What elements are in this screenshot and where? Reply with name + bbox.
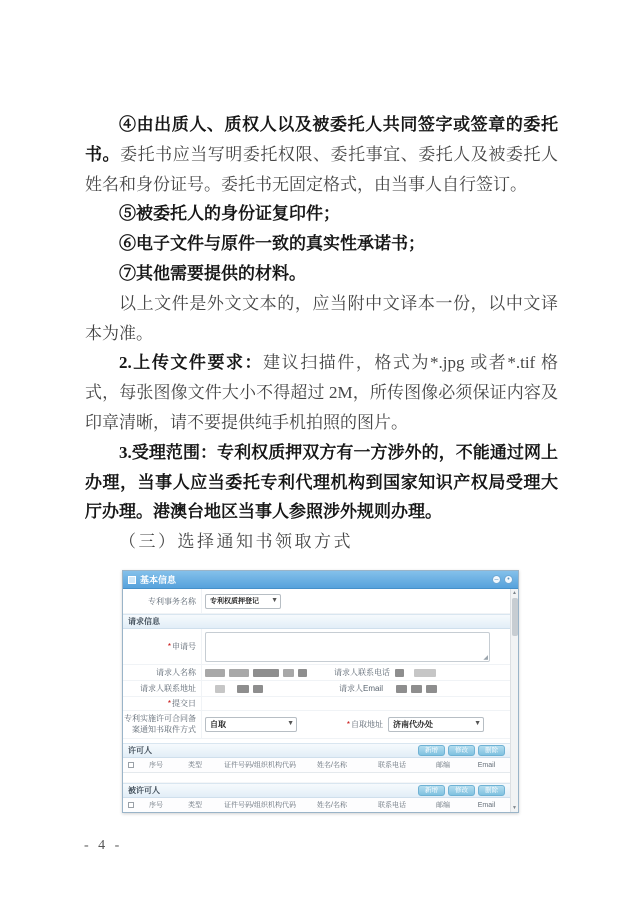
resize-handle-icon[interactable]: ◢ bbox=[483, 654, 488, 661]
delete-button[interactable]: 删除 bbox=[478, 745, 505, 756]
section-title: 许可人 bbox=[128, 746, 152, 755]
redacted-value bbox=[395, 669, 436, 677]
embedded-form-screenshot bbox=[122, 570, 519, 813]
notice-method-value-cell bbox=[201, 711, 300, 738]
matter-name-select[interactable] bbox=[205, 594, 281, 609]
scroll-thumb[interactable] bbox=[512, 598, 518, 636]
matter-name-value-cell bbox=[201, 589, 510, 613]
select-all-checkbox[interactable] bbox=[128, 802, 134, 808]
paragraph bbox=[85, 438, 558, 527]
column-header: 邮编 bbox=[436, 762, 450, 769]
section-request-info bbox=[123, 614, 510, 629]
paragraph-regular: 建议扫描件，格式为*.jpg 或者*.tif 格式，每张图像文件大小不得超过 2M，所传图像必须保证内容及印章清晰，请不要提供纯手机拍照的图片。 bbox=[85, 353, 559, 432]
column-header: 序号 bbox=[149, 762, 163, 769]
delete-button[interactable]: 删除 bbox=[478, 785, 505, 796]
requester-email-value bbox=[388, 681, 510, 696]
pickup-address-label: *自取地址 bbox=[346, 720, 383, 729]
column-header: 类型 bbox=[188, 762, 202, 769]
column-header: 邮编 bbox=[436, 802, 450, 809]
paragraph-bold: ⑦其他需要提供的材料。 bbox=[119, 263, 306, 283]
requester-address-label: 请求人联系地址 bbox=[140, 684, 196, 693]
requester-email-label: 请求人Email bbox=[338, 684, 383, 693]
paragraph-bold: ⑤被委托人的身份证复印件； bbox=[119, 204, 340, 224]
edit-button[interactable]: 修改 bbox=[448, 745, 475, 756]
column-header: 类型 bbox=[188, 802, 202, 809]
section-licensor bbox=[123, 743, 510, 758]
caret-down-icon: ▼ bbox=[271, 596, 278, 604]
add-button[interactable]: 新增 bbox=[418, 785, 445, 796]
paragraph bbox=[85, 259, 558, 289]
app-no-textarea[interactable] bbox=[205, 632, 490, 662]
select-all-checkbox-cell bbox=[123, 802, 139, 808]
notice-method-selected: 自取 bbox=[210, 720, 226, 729]
paragraph bbox=[85, 289, 558, 349]
pickup-address-selected: 济南代办处 bbox=[393, 720, 433, 729]
required-asterisk: * bbox=[167, 642, 171, 651]
column-header: Email bbox=[477, 761, 496, 769]
paragraph-regular: （三）选择通知书领取方式 bbox=[119, 532, 353, 552]
column-header: 证件号码/组织机构代码 bbox=[224, 762, 296, 769]
paragraph bbox=[85, 199, 558, 229]
matter-name-label: 专利事务名称 bbox=[148, 596, 196, 606]
column-header: 证件号码/组织机构代码 bbox=[224, 802, 296, 809]
app-no-row bbox=[123, 629, 510, 665]
scroll-up-icon[interactable]: ▲ bbox=[512, 590, 517, 596]
matter-name-selected: 专利权质押登记 bbox=[210, 598, 259, 605]
paragraph-bold: 3.受理范围：专利权质押双方有一方涉外的，不能通过网上办理，当事人应当委托专利代理机构到国家知识产权局受理大厅办理。港澳台地区当事人参照涉外规则办理。 bbox=[85, 442, 558, 522]
app-no-cell bbox=[201, 629, 510, 664]
caret-down-icon: ▼ bbox=[287, 720, 294, 727]
licensor-table-header bbox=[123, 758, 510, 773]
submit-date-value bbox=[201, 697, 510, 710]
requester-address-row bbox=[123, 681, 510, 697]
titlebar-box-icon bbox=[128, 576, 136, 584]
redacted-value bbox=[205, 685, 263, 693]
column-header: 联系电话 bbox=[378, 802, 406, 809]
paragraph-bold: 2.上传文件要求： bbox=[119, 353, 264, 373]
column-header: 姓名/名称 bbox=[317, 762, 347, 769]
add-button[interactable]: 新增 bbox=[418, 745, 445, 756]
required-asterisk: * bbox=[167, 699, 171, 708]
notice-method-row bbox=[123, 711, 510, 739]
select-all-checkbox-cell bbox=[123, 762, 139, 768]
section-title: 被许可人 bbox=[128, 786, 160, 795]
redacted-value bbox=[205, 669, 307, 677]
licensee-table-header bbox=[123, 798, 510, 812]
form-title: 基本信息 bbox=[140, 575, 177, 585]
scrollbar[interactable] bbox=[510, 589, 518, 812]
column-header: Email bbox=[477, 801, 496, 809]
submit-date-row bbox=[123, 697, 510, 711]
column-header: 联系电话 bbox=[378, 762, 406, 769]
select-all-checkbox[interactable] bbox=[128, 762, 134, 768]
paragraph bbox=[85, 229, 558, 259]
app-no-label: *申请号 bbox=[167, 642, 196, 651]
paragraph-bold: ④由出质人、质权人以及被委托人共同签字或签章的委托书。 bbox=[85, 115, 558, 164]
requester-phone-label: 请求人联系电话 bbox=[334, 668, 390, 677]
scroll-down-icon[interactable]: ▼ bbox=[512, 805, 517, 811]
requester-phone-value bbox=[395, 665, 510, 680]
edit-button[interactable]: 修改 bbox=[448, 785, 475, 796]
matter-name-row bbox=[123, 589, 510, 614]
minimize-icon[interactable]: – bbox=[492, 575, 501, 584]
notice-method-select[interactable] bbox=[205, 717, 297, 732]
column-header: 序号 bbox=[149, 802, 163, 809]
notice-method-label: 专利实施许可合同备案通知书取件方式 bbox=[124, 713, 196, 734]
body-text bbox=[85, 110, 558, 557]
required-asterisk: * bbox=[346, 720, 350, 729]
form-content bbox=[123, 589, 510, 812]
section-licensee bbox=[123, 783, 510, 798]
redacted-value bbox=[388, 685, 437, 693]
paragraph bbox=[85, 110, 558, 199]
paragraph-regular: 委托书应当写明委托权限、委托事宜、委托人及被委托人姓名和身份证号。委托书无固定格式，由当事人自行签订。 bbox=[85, 144, 559, 194]
requester-name-label: 请求人名称 bbox=[156, 668, 196, 677]
page-number: - 4 - bbox=[84, 838, 123, 853]
paragraph bbox=[85, 348, 558, 437]
form-titlebar bbox=[123, 571, 518, 589]
close-icon[interactable]: • bbox=[504, 575, 513, 584]
section-title: 请求信息 bbox=[128, 617, 160, 626]
paragraph-bold: ⑥电子文件与原件一致的真实性承诺书； bbox=[119, 234, 425, 254]
caret-down-icon: ▼ bbox=[474, 720, 481, 727]
paragraph bbox=[85, 527, 558, 557]
paragraph-regular: 以上文件是外文文本的，应当附中文译本一份，以中文译本为准。 bbox=[85, 293, 558, 343]
empty-table-body bbox=[123, 773, 510, 783]
column-header: 姓名/名称 bbox=[317, 802, 347, 809]
requester-name-value bbox=[201, 665, 307, 680]
submit-date-label: *提交日 bbox=[167, 699, 196, 708]
requester-name-row bbox=[123, 665, 510, 681]
pickup-address-value-cell bbox=[388, 711, 510, 738]
requester-address-value bbox=[201, 681, 300, 696]
pickup-address-select[interactable] bbox=[388, 717, 484, 732]
